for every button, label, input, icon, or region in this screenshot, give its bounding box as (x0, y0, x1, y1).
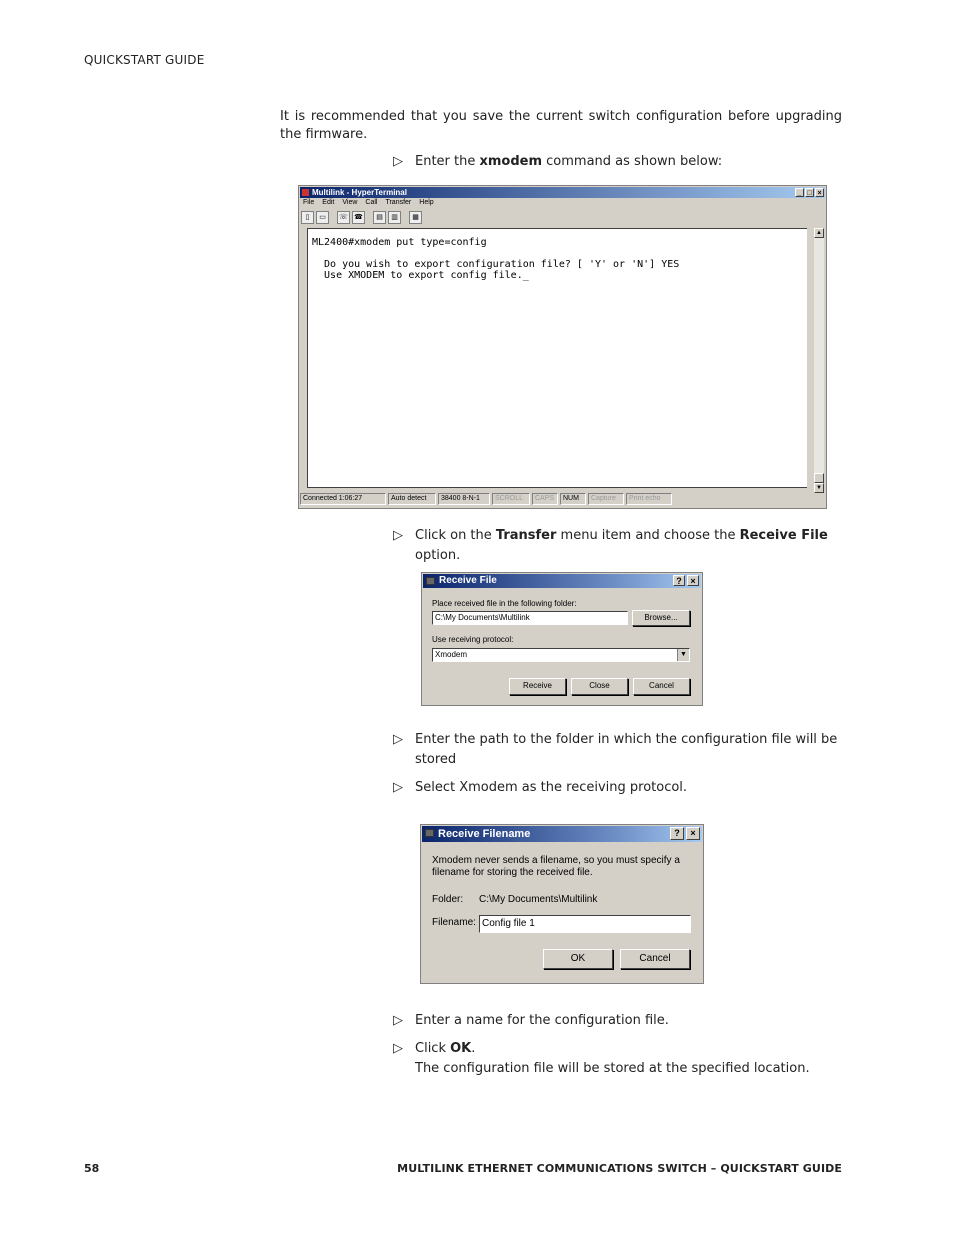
dialog-app-icon (426, 577, 435, 585)
new-connection-icon[interactable]: ▯ (301, 211, 314, 224)
status-connected: Connected 1:06:27 (300, 493, 386, 505)
status-caps: CAPS (532, 493, 558, 505)
terminal-vertical-scrollbar[interactable] (814, 228, 824, 493)
cancel-button[interactable]: Cancel (633, 678, 690, 695)
help-icon[interactable]: ? (673, 575, 685, 586)
receive-button[interactable]: Receive (509, 678, 566, 695)
receive-icon[interactable]: ▥ (388, 211, 401, 224)
step-click-ok: ▷ Click OK. The configuration file will be stored at the specified location. (393, 1041, 810, 1076)
receive-file-titlebar: Receive File ? × (423, 574, 701, 588)
terminal-title: Multilink - HyperTerminal (312, 188, 407, 197)
browse-button[interactable]: Browse... (632, 610, 690, 626)
step-enter-path: ▷ Enter the path to the folder in which the configuration file will be stored (393, 732, 838, 767)
running-header: QUICKSTART GUIDE (84, 53, 205, 67)
status-detect: Auto detect (388, 493, 436, 505)
folder-value: C:\My Documents\Multilink (479, 894, 598, 905)
filename-message: Xmodem never sends a filename, so you must specify a filename for storing the received file. (432, 855, 680, 878)
filename-input[interactable]: Config file 1 (479, 915, 691, 933)
status-scroll: SCROLL (492, 493, 530, 505)
maximize-icon[interactable]: □ (805, 188, 814, 197)
close-icon[interactable]: × (815, 188, 824, 197)
step-note: The configuration file will be stored at the specified location. (415, 1061, 810, 1076)
running-footer: MULTILINK ETHERNET COMMUNICATIONS SWITCH – QUICKSTART GUIDE (397, 1162, 842, 1175)
open-icon[interactable]: ▭ (316, 211, 329, 224)
receive-filename-dialog (420, 824, 704, 984)
close-icon[interactable]: × (687, 575, 699, 586)
chevron-down-icon[interactable]: ▼ (677, 649, 689, 661)
status-print-echo: Print echo (626, 493, 672, 505)
close-icon[interactable]: × (686, 827, 700, 840)
terminal-titlebar (300, 187, 825, 198)
folder-label: Place received file in the following folder: (432, 599, 577, 608)
close-button[interactable]: Close (571, 678, 628, 695)
page-number: 58 (84, 1162, 100, 1175)
step-enter-xmodem: ▷ Enter the xmodem command as shown below: (393, 152, 853, 172)
receive-filename-titlebar: Receive Filename ? × (422, 826, 702, 842)
status-num: NUM (560, 493, 586, 505)
hyperterminal-app-icon (302, 189, 309, 196)
scroll-down-icon[interactable]: ▼ (814, 483, 824, 493)
folder-label: Folder: (432, 894, 464, 905)
help-icon[interactable]: ? (670, 827, 684, 840)
menu-edit[interactable]: Edit (322, 199, 335, 206)
menu-transfer[interactable]: Transfer (385, 199, 412, 206)
protocol-label: Use receiving protocol: (432, 635, 514, 644)
step-enter-name: ▷ Enter a name for the configuration file. (393, 1011, 853, 1031)
terminal-line: Do you wish to export configuration file? [ 'Y' or 'N'] YES (312, 259, 680, 270)
disconnect-icon[interactable]: ☎ (352, 211, 365, 224)
dialog-app-icon (425, 829, 434, 837)
bullet-triangle-icon: ▷ (393, 780, 403, 795)
scroll-thumb[interactable] (814, 473, 824, 483)
terminal-toolbar (301, 211, 422, 225)
status-capture: Capture (588, 493, 624, 505)
receive-file-dialog (421, 572, 703, 706)
terminal-line (312, 248, 679, 259)
bullet-triangle-icon: ▷ (393, 528, 403, 543)
terminal-statusbar (300, 493, 825, 505)
connect-icon[interactable]: ☏ (337, 211, 350, 224)
menu-help[interactable]: Help (419, 199, 434, 206)
filename-label: Filename: (432, 917, 476, 928)
ok-button[interactable]: OK (543, 949, 613, 969)
bullet-triangle-icon: ▷ (393, 1041, 403, 1056)
terminal-output-area[interactable] (307, 228, 807, 488)
folder-input[interactable]: C:\My Documents\Multilink (432, 611, 628, 625)
menu-call[interactable]: Call (365, 199, 378, 206)
hyperterminal-window (298, 185, 827, 509)
menu-view[interactable]: View (342, 199, 358, 206)
intro-paragraph: It is recommended that you save the current switch configuration before upgrading the firmware. (280, 109, 842, 142)
bullet-triangle-icon: ▷ (393, 154, 403, 169)
minimize-icon[interactable]: _ (795, 188, 804, 197)
protocol-select[interactable]: Xmodem ▼ (432, 648, 690, 662)
xmodem-keyword: xmodem (479, 154, 543, 169)
terminal-line: ML2400#xmodem put type=config (312, 237, 487, 248)
terminal-menubar (303, 199, 434, 206)
send-icon[interactable]: ▤ (373, 211, 386, 224)
step-transfer-receive: ▷ Click on the Transfer menu item and choose the Receive File option. (393, 528, 828, 563)
properties-icon[interactable]: ▦ (409, 211, 422, 224)
terminal-line: Use XMODEM to export config file._ (312, 270, 529, 281)
bullet-triangle-icon: ▷ (393, 732, 403, 747)
status-settings: 38400 8-N-1 (438, 493, 490, 505)
scroll-up-icon[interactable]: ▲ (814, 228, 824, 238)
menu-file[interactable]: File (303, 199, 315, 206)
step-select-protocol: ▷ Select Xmodem as the receiving protocol. (393, 778, 853, 798)
cancel-button[interactable]: Cancel (620, 949, 690, 969)
bullet-triangle-icon: ▷ (393, 1013, 403, 1028)
